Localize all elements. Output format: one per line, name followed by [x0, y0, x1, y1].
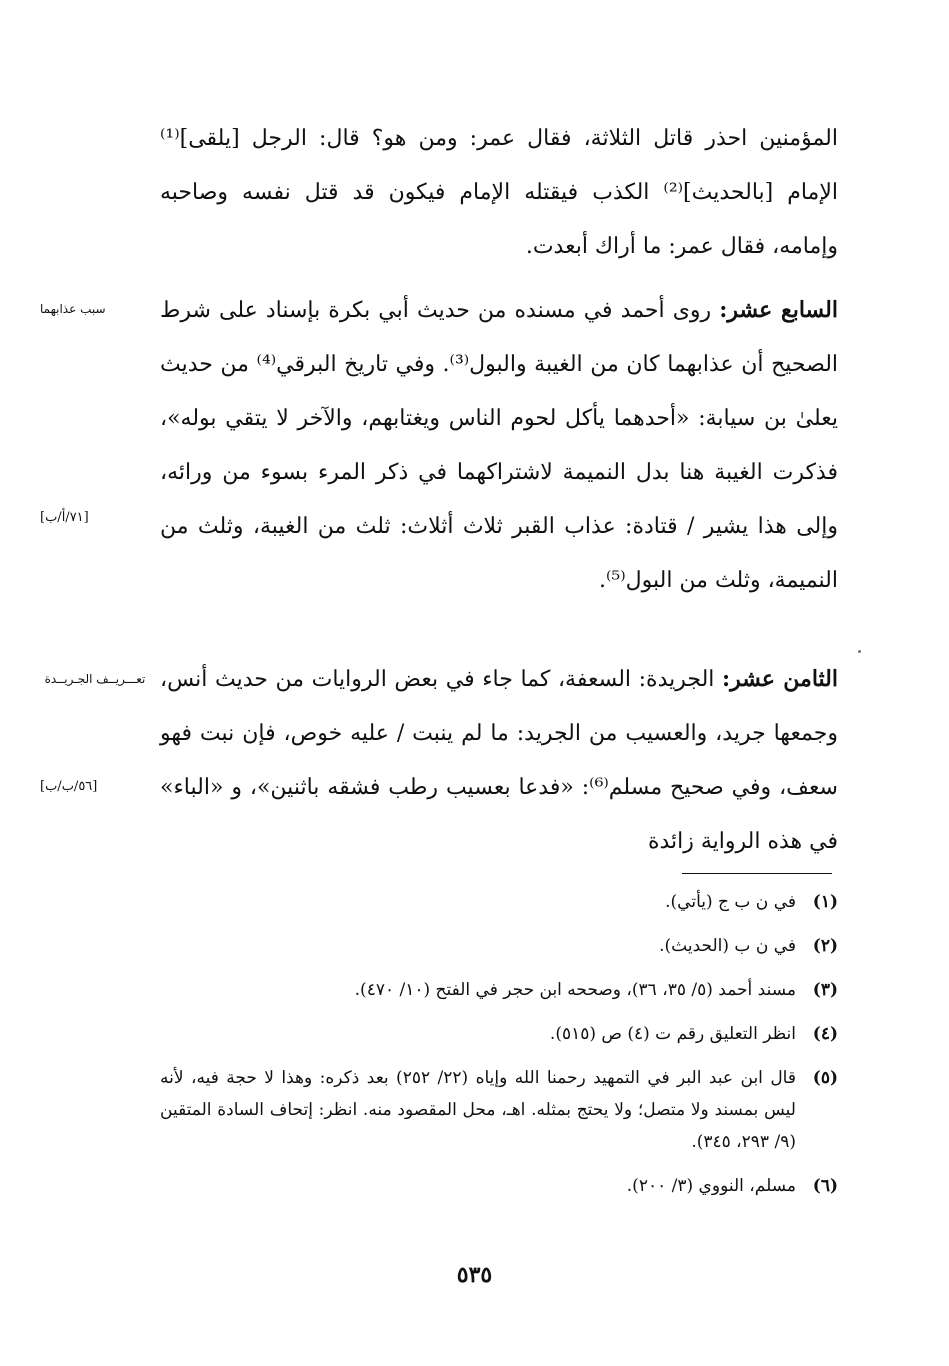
paragraph-1-text: المؤمنين احذر قاتل الثلاثة، فقال عمر: ومن هو؟ قال: الرجل [يلقى]⁽¹⁾ الإمام [بالحديث]⁽²⁾ الكذب فيقتله الإمام فيكون قد قتل نفسه وصاحبه وإمامه، فقال عمر: ما أراك أبعدت.	[160, 126, 838, 259]
speck-mark	[858, 650, 861, 653]
footnote-number: (٥)	[812, 1068, 838, 1088]
footnote-item	[160, 886, 838, 918]
footnotes-list	[160, 886, 838, 1214]
footnote-text: مسند أحمد (٥/ ٣٥، ٣٦)، وصححه ابن حجر في الفتح (١٠/ ٤٧٠).	[354, 980, 796, 1000]
paragraph-3	[160, 652, 838, 869]
paragraph-2	[160, 283, 838, 608]
footnote-item	[160, 930, 838, 962]
footnote-separator	[682, 873, 832, 874]
footnote-text: في ن ب ج (يأتي).	[665, 892, 796, 912]
footnote-number: (٣)	[812, 980, 838, 1000]
margin-note-reason: سبب عذابهما	[40, 302, 106, 316]
paragraph-3-text: الجريدة: السعفة، كما جاء في بعض الروايات من حديث أنس، وجمعها جريد، والعسيب من الجريد: ما لم ينبت / عليه خوص، فإن نبت فهو سعف، وفي صحيح مسلم⁽⁶⁾: «فدعا بعسيب رطب فشقه باثنين»، و «الباء» في هذه الرواية زائدة	[160, 667, 838, 854]
paragraph-1	[160, 112, 838, 274]
paragraph-2-text: روى أحمد في مسنده من حديث أبي بكرة بإسناد على شرط الصحيح أن عذابهما كان من الغيبة والبول⁽³⁾. وفي تاريخ البرقي⁽⁴⁾ من حديث يعلىٰ بن سيابة: «أحدهما يأكل لحوم الناس ويغتابهم، والآخر لا يتقي بوله»، فذكرت الغيبة هنا بدل النميمة لاشتراكهما في ذكر المرء بسوء من ورائه، وإلى هذا يشير / قتادة: عذاب القبر ثلاث أثلاث: ثلث من الغيبة، وثلث من النميمة، وثلث من البول⁽⁵⁾.	[160, 298, 839, 593]
footnote-item	[160, 1018, 838, 1050]
paragraph-3-lead: الثامن عشر:	[722, 666, 838, 692]
footnote-item	[160, 1170, 838, 1202]
footnote-number: (٦)	[812, 1176, 838, 1196]
footnote-text: قال ابن عبد البر في التمهيد رحمنا الله وإياه (٢٢/ ٢٥٢) بعد ذكره: وهذا لا حجة فيه، لأنه ليس بمسند ولا متصل؛ ولا يحتج بمثله. اهـ، محل المقصود منه. انظر: إتحاف السادة المتقين (٩/ ٢٩٣، ٣٤٥).	[160, 1068, 796, 1152]
margin-note-definition: تعـــريــف الجـريــدة	[44, 672, 146, 686]
footnote-item	[160, 1062, 838, 1158]
paragraph-2-lead: السابع عشر:	[719, 297, 838, 323]
margin-note-folio-1: [٧١/أ/ب]	[40, 510, 89, 525]
footnote-number: (٢)	[812, 936, 838, 956]
paragraph-3-content	[160, 652, 838, 869]
page-number: ٥٣٥	[456, 1262, 493, 1288]
paragraph-2-content	[160, 283, 838, 608]
margin-note-folio-2: [٥٦/ب/ب]	[40, 779, 98, 794]
footnote-text: انظر التعليق رقم ت (٤) ص (٥١٥).	[549, 1024, 796, 1044]
footnote-number: (٤)	[812, 1024, 838, 1044]
footnote-text: مسلم، النووي (٣/ ٢٠٠).	[626, 1176, 796, 1196]
footnote-text: في ن ب (الحديث).	[659, 936, 796, 956]
footnote-item	[160, 974, 838, 1006]
footnote-number: (١)	[812, 892, 838, 912]
